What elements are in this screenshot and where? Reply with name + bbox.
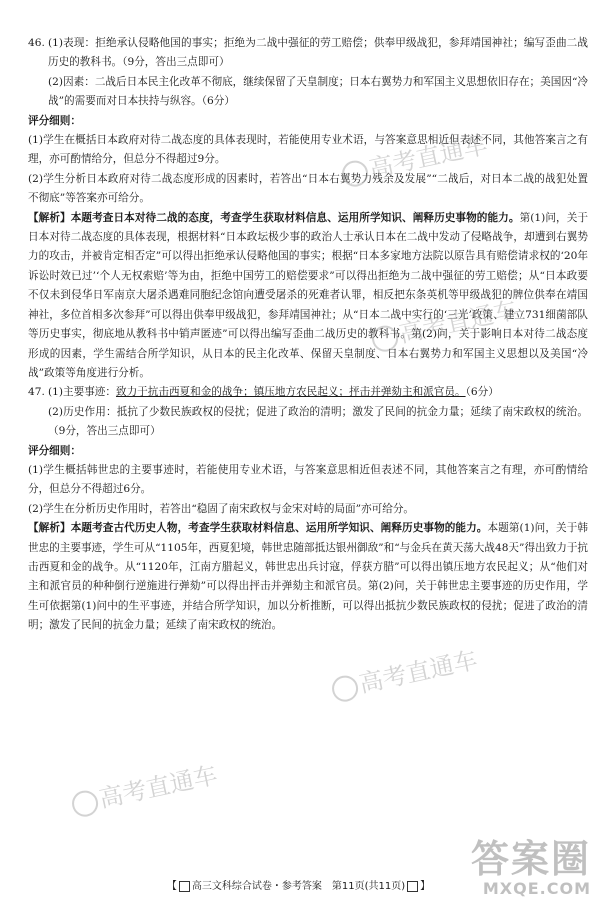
watermark (328, 640, 480, 705)
criteria-2: (2)学生分析日本政府对待二战态度形成的因素时，若答出“日本右翼势力残余及发展”“二战后，对日本二战的战犯处置不彻底”等答案亦可给分。 (28, 172, 588, 205)
answer-content (28, 34, 588, 636)
question-number: 47. (28, 386, 45, 399)
watermark-text: 高考直通车 (396, 295, 520, 349)
page-footer (0, 877, 597, 892)
criteria-1: (1)学生概括韩世忠的主要事迹时，若能使用专业术语，与答案意思相近但表述不同，其他答案言之有理，亦可酌情给分，但总分不得超过6分。 (28, 463, 588, 496)
analysis-body: 本题第(1)问，关于韩世忠的主要事迹，学生可从“1105年，西夏犯境，韩世忠随部抵达银州御敌”和“与金兵在黄天荡大战48天”得出致力于抗击西夏和金的战争。从“1120年，江南方腊起义，韩世忠出兵讨寇，俘获方腊”可以得出镇压地方农民起义；从“他们对主和派官员的种种倒行逆施进行弹劾”可以得出抨击并弹劾主和派官员。第(2)问，关于韩世忠主要事迹的历史作用，学生可依据第(1)问中的生平事迹，并结合所学知识，加以分析推断，可以得出抵抗少数民族政权的侵扰；促进了政治的清明；激发了民间的抗金力量；延续了南宋政权的统治。 (28, 522, 589, 632)
answer-part-2: (2)因素：二战后日本民主化改革不彻底，继续保留了天皇制度；日本右翼势力和军国主义思想依旧存在；美国因“冷战”的需要而对日本扶持与纵容。（6分） (48, 75, 588, 108)
corner-watermark-title: 答案圈 (470, 837, 591, 881)
watermark-text: 高考直通车 (366, 130, 490, 184)
corner-watermark-url: MXQE.COM (482, 879, 591, 898)
criteria-1: (1)学生在概括日本政府对待二战态度的具体表现时，若能使用专业术语，与答案意思相近但表述不同，其他答案言之有理，亦可酌情给分，但总分不得超过9分。 (28, 134, 588, 166)
criteria-label: 评分细则： (28, 444, 81, 457)
watermark-logo-icon (330, 673, 361, 704)
footer-text: 高三文科综合试卷・参考答案 第11页(共11页) (191, 881, 406, 892)
watermark-text: 高考直通车 (356, 645, 480, 699)
answer-part-1-lead: (1)主要事迹： (48, 386, 116, 399)
question-47 (28, 383, 588, 635)
answer-part-1 (48, 383, 588, 402)
watermark-logo-icon (70, 788, 101, 819)
criteria-label: 评分细则： (28, 114, 81, 127)
answer-part-1-score: （6分） (465, 386, 499, 399)
brand-logo-icon (179, 881, 190, 892)
brand-logo-icon (407, 881, 418, 892)
watermark (68, 755, 220, 820)
answer-part-1-underlined: 致力于抗击西夏和金的战争；镇压地方农民起义；抨击并弹劾主和派官员。 (115, 386, 466, 399)
watermark-text: 高考直通车 (96, 760, 220, 814)
analysis (28, 209, 588, 384)
analysis (28, 519, 588, 635)
answer-part-1: (1)表现：拒绝承认侵略他国的事实；拒绝为二战中强征的劳工赔偿；供奉甲级战犯，参拜靖国神社；编写歪曲二战历史的教科书。（9分，答出三点即可） (48, 37, 588, 69)
footer-bracket-left: 【 (166, 881, 177, 892)
criteria-2: (2)学生在分析历史作用时，若答出“稳固了南宋政权与金宋对峙的局面”亦可给分。 (28, 502, 415, 515)
analysis-heading: 【解析】本题考查古代历史人物，考查学生获取材料信息、运用所学知识、阐释历史事物的能力。 (28, 522, 488, 535)
question-number: 46. (28, 37, 45, 49)
answer-part-2: (2)历史作用：抵抗了少数民族政权的侵扰；促进了政治的清明；激发了民间的抗金力量；延续了南宋政权的统治。（9分，答出三点即可） (48, 405, 588, 438)
analysis-heading: 【解析】本题考查日本对待二战的态度，考查学生获取材料信息、运用所学知识、阐释历史事物的能力。 (28, 211, 520, 224)
footer-bracket-right: 】 (420, 881, 431, 892)
question-46 (28, 34, 588, 383)
analysis-body: 第(1)问，关于日本对待二战态度的具体表现，根据材料“日本政坛极少事的政治人士承认日本在二战中发动了侵略战争，却遭到右翼势力的攻击，并被肯定相否定”可以得出拒绝承认侵略他国的事实；根据“日本多家地方法院以原告具有赔偿请求权的‘20年诉讼时效已过’‘个人无权索赔’等为由，拒绝中国劳工的赔偿要求”可以得出拒绝为二战中强征的劳工赔偿；从“日本政要不仅未到侵华日军南京大屠杀遇难同胞纪念馆向遭受屠杀的死难者认罪，相反把东条英机等甲级战犯的牌位供奉在靖国神社，多位首相多次参拜”可以得出供奉甲级战犯，参拜靖国神社；从“日本二战中实行的‘三光’政策、建立731细菌部队等历史事实，彻底地从教科书中销声匿迹”可以得出编写歪曲二战历史的教科书。第(2)问，关于影响日本对待二战态度形成的因素，学生需结合所学知识，从日本的民主化改革、保留天皇制度、日本右翼势力和军国主义思想以及美国“冷战”政策等角度进行分析。 (28, 211, 588, 379)
